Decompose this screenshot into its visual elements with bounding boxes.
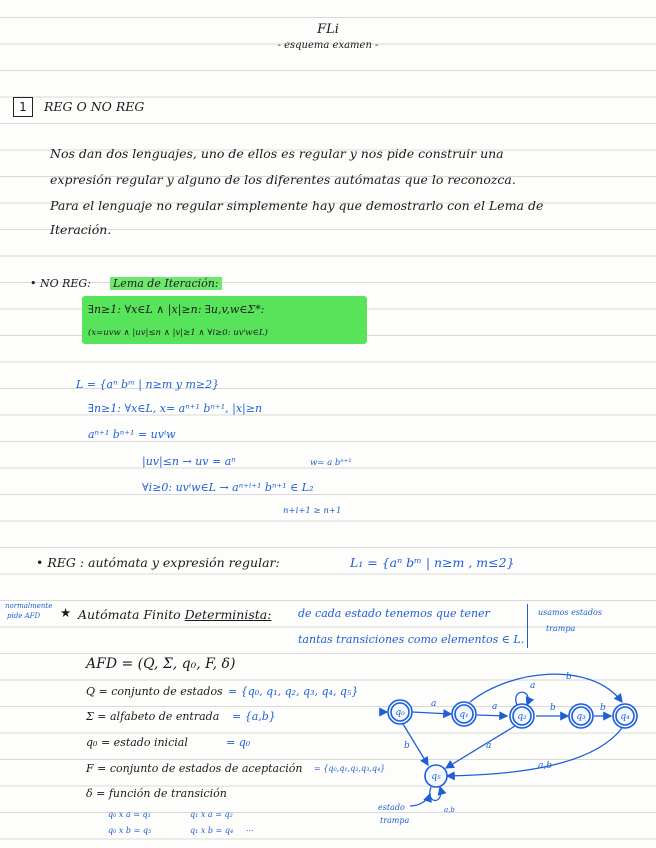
label-q4-q5: a,b — [538, 761, 552, 771]
label-q0-q5: b — [404, 741, 410, 751]
section-heading: REG O NO REG — [44, 99, 145, 114]
label-q0-q1: a — [431, 699, 437, 709]
edge-q2-q5 — [446, 726, 515, 768]
transition-2: q₁ x a = q₂ — [190, 810, 233, 819]
state-q0 — [388, 700, 412, 724]
state-q5-label: q₅ — [431, 772, 441, 782]
example-line-4: |uv|≤n → uv = aⁿ — [142, 455, 236, 468]
afd-star: ★ — [60, 605, 72, 620]
state-q1-label: q₁ — [459, 710, 469, 720]
trap-note-arrow — [410, 794, 430, 806]
edge-q2-loop — [516, 692, 529, 705]
page-subtitle: - esquema examen - — [277, 40, 379, 51]
brace-note-2: trampa — [546, 624, 576, 633]
label-q3-q4: b — [600, 703, 606, 713]
state-q1 — [452, 702, 476, 726]
afd-heading-underlined: Determinista: — [184, 607, 272, 622]
label-q2-loop: a — [530, 681, 536, 691]
intro-line-1: Nos dan dos lenguajes, uno de ellos es regular y nos pide construir una — [50, 146, 504, 161]
edge-q0-q1 — [412, 712, 451, 714]
f-value: = {q₀,q₁,q₂,q₃,q₄} — [314, 764, 386, 773]
example-line-3: aⁿ⁺¹ bⁿ⁺¹ = uvⁱw — [88, 428, 176, 441]
sigma-value: = {a,b} — [232, 710, 276, 723]
transition-3: q₀ x b = q₅ — [108, 826, 152, 835]
state-q3-label: q₃ — [576, 712, 586, 722]
section-number: 1 — [13, 97, 33, 117]
trap-note-1: estado — [378, 803, 405, 812]
afd-heading-prefix: Autómata Finito — [78, 607, 185, 622]
afd-desc-2: tantas transiciones como elementos ∈ L. — [298, 633, 525, 646]
state-q4 — [613, 704, 637, 728]
lemma-line-2: (x=uvw ∧ |uv|≤n ∧ |v|≥1 ∧ ∀i≥0: uvⁱw∈L) — [88, 328, 268, 338]
sigma-label: Σ = alfabeto de entrada — [86, 710, 220, 723]
page-title: FLi — [317, 22, 339, 37]
example-line-4b: w= a bⁿ⁺¹ — [310, 458, 352, 468]
state-q0-label: q₀ — [395, 708, 405, 718]
q0-label: q₀ = estado inicial — [86, 736, 188, 749]
q0-value: = q₀ — [226, 736, 251, 749]
transition-1: q₀ x a = q₁ — [108, 810, 151, 819]
intro-line-3: Para el lenguaje no regular simplemente hay que demostrarlo con el Lema de — [50, 198, 544, 213]
intro-line-2: expresión regular y alguno de los diferentes autómatas que lo reconozca. — [50, 172, 516, 187]
transition-4: q₁ x b = q₄ — [190, 826, 234, 835]
example-line-5: ∀i≥0: uvⁱw∈L → aⁿ⁺ⁱ⁺¹ bⁿ⁺¹ ∈ L₂ — [142, 481, 314, 494]
label-q5-loop: a,b — [444, 806, 455, 814]
state-q4-label: q₄ — [620, 712, 630, 722]
state-q2 — [510, 704, 534, 728]
intro-line-4: Iteración. — [50, 222, 112, 237]
delta-label: δ = función de transición — [86, 787, 227, 800]
example-language: L = {aⁿ bᵐ | n≥m y m≥2} — [76, 378, 220, 391]
label-q1-q4: b — [566, 672, 572, 682]
example-line-2: ∃n≥1: ∀x∈L, x= aⁿ⁺¹ bⁿ⁺¹, |x|≥n — [88, 402, 263, 415]
edge-q1-q2 — [477, 715, 507, 716]
label-q1-q2: a — [492, 702, 498, 712]
state-q5 — [425, 765, 447, 787]
lemma-line-1: ∃n≥1: ∀x∈L ∧ |x|≥n: ∃u,v,w∈Σ*: — [88, 303, 265, 316]
side-note-1: normalmente — [5, 602, 53, 610]
q-value: = {q₀, q₁, q₂, q₃, q₄, q₅} — [228, 685, 359, 698]
reg-language: L₁ = {aⁿ bᵐ | n≥m , m≤2} — [350, 555, 515, 570]
state-q2-label: q₂ — [517, 712, 527, 722]
reg-bullet: • REG : autómata y expresión regular: — [36, 555, 280, 570]
afd-definition: AFD = (Q, Σ, q₀, F, δ) — [86, 656, 236, 672]
afd-desc-1: de cada estado tenemos que tener — [298, 607, 490, 620]
q-label: Q = conjunto de estados — [86, 685, 223, 698]
trap-note-2: trampa — [380, 816, 410, 825]
example-line-6: n+i+1 ≥ n+1 — [283, 506, 342, 516]
side-note-2: pide AFD — [7, 612, 41, 620]
edge-q5-loop — [430, 787, 441, 801]
f-label: F = conjunto de estados de aceptación — [86, 762, 303, 775]
label-q2-q3: b — [550, 703, 556, 713]
label-q2-q5: a — [486, 741, 492, 751]
brace-note-1: usamos estados — [538, 608, 602, 617]
state-q3 — [569, 704, 593, 728]
transition-more: ... — [246, 824, 254, 833]
noreg-bullet: • NO REG: — [30, 277, 91, 290]
lemma-highlight: Lema de Iteración: — [110, 277, 222, 290]
edge-q1-q4 — [470, 674, 622, 702]
